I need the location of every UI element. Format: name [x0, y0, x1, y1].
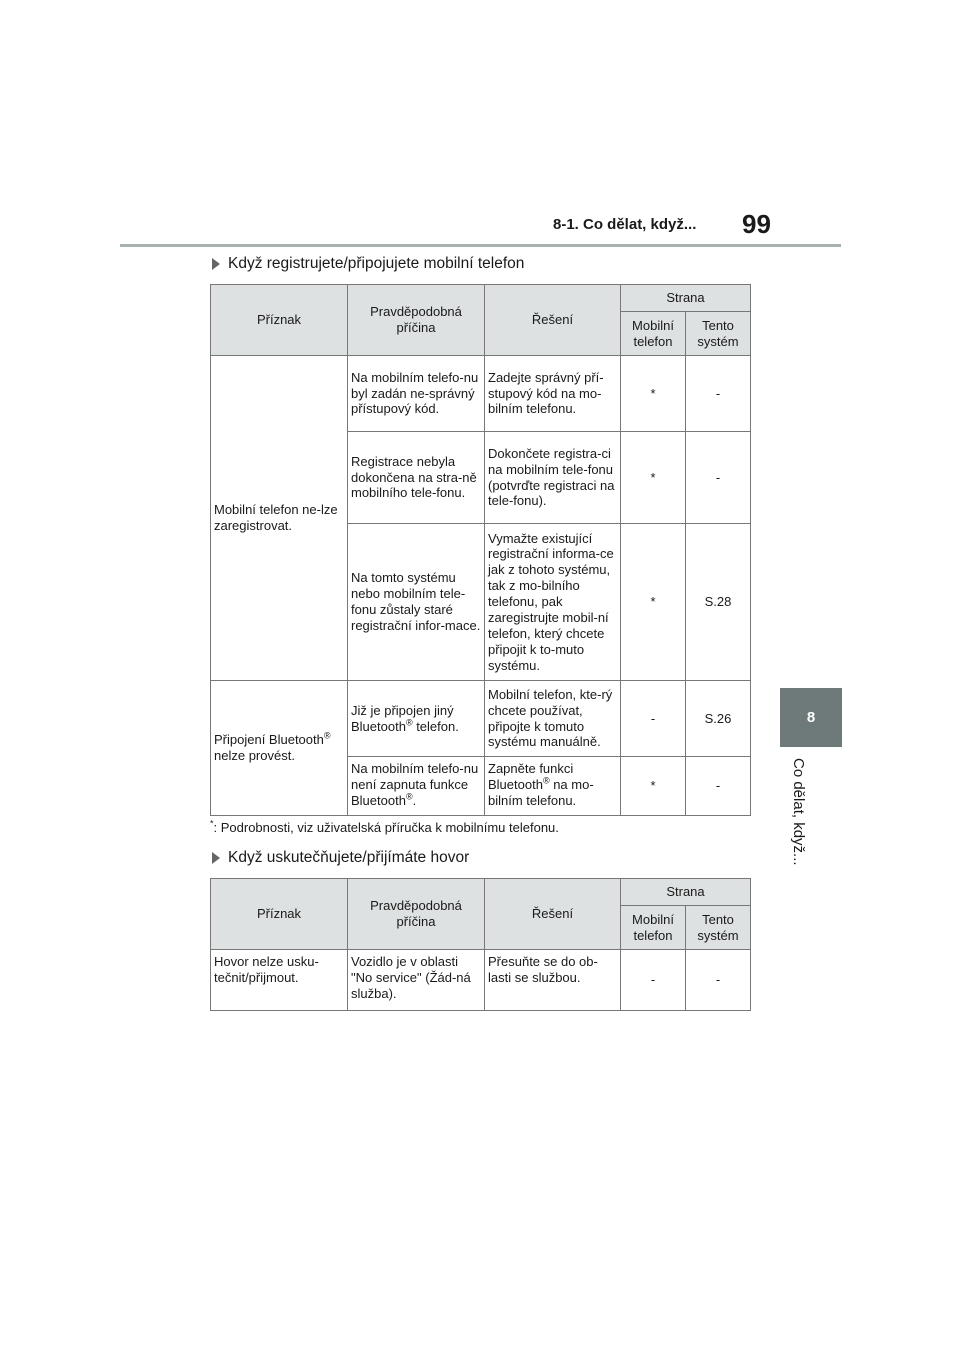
cause-cell: Registrace nebyla dokončena na stra-ně mobilního tele-fonu. — [348, 432, 485, 524]
header-solution: Řešení — [485, 285, 621, 356]
table-row — [211, 356, 751, 432]
cause-text: Na mobilním telefo-nu není zapnuta funkce Bluetooth — [351, 761, 479, 808]
footnote-text: : Podrobnosti, viz uživatelská příručka k mobilnímu telefonu. — [213, 820, 559, 835]
table-row — [211, 681, 751, 757]
system-page-cell: - — [686, 356, 751, 432]
system-page-cell: S.26 — [686, 681, 751, 757]
solution-cell — [485, 757, 621, 816]
header-page: Strana — [621, 879, 751, 906]
table-row — [211, 950, 751, 1011]
symptom-cell: Hovor nelze usku-tečnit/přijmout. — [211, 950, 348, 1011]
mobile-page-cell: * — [621, 356, 686, 432]
solution-cell: Mobilní telefon, kte-rý chcete používat, připojte k tomuto systému manuálně. — [485, 681, 621, 757]
solution-cell: Zadejte správný pří-stupový kód na mo-bilním telefonu. — [485, 356, 621, 432]
header-page: Strana — [621, 285, 751, 312]
chapter-number: 8 — [806, 709, 816, 726]
section-heading-text: Když uskutečňujete/přijímáte hovor — [228, 849, 470, 866]
header-solution: Řešení — [485, 879, 621, 950]
header-this-system: Tento systém — [686, 312, 751, 356]
cause-cell — [348, 681, 485, 757]
header-divider — [120, 244, 841, 247]
symptom-cell — [211, 681, 348, 816]
system-page-cell: - — [686, 757, 751, 816]
cause-cell: Na mobilním telefo-nu byl zadán ne-správný přístupový kód. — [348, 356, 485, 432]
chapter-tab[interactable] — [780, 688, 842, 747]
solution-cell: Přesuňte se do ob-lasti se službou. — [485, 950, 621, 1011]
cause-cell: Na tomto systému nebo mobilním tele-fonu zůstaly staré registrační infor-mace. — [348, 524, 485, 681]
mobile-page-cell: - — [621, 950, 686, 1011]
page-number: 99 — [742, 209, 771, 239]
system-page-cell: - — [686, 950, 751, 1011]
triangle-bullet-icon — [212, 852, 220, 864]
cause-text: Již je připojen jiný Bluetooth — [351, 702, 454, 734]
symptom-cell: Mobilní telefon ne-lze zaregistrovat. — [211, 356, 348, 681]
footnote-mark: * — [210, 818, 214, 829]
solution-cell: Dokončete registra-ci na mobilním tele-fonu (potvrďte registraci na tele-fonu). — [485, 432, 621, 524]
system-page-cell: S.28 — [686, 524, 751, 681]
header-mobile-phone: Mobilní telefon — [621, 906, 686, 950]
system-page-cell: - — [686, 432, 751, 524]
section-heading-registration — [212, 255, 524, 273]
cause-text: . — [412, 792, 417, 808]
header-symptom: Příznak — [211, 879, 348, 950]
footnote — [210, 820, 559, 835]
header-this-system: Tento systém — [686, 906, 751, 950]
header-cause: Pravděpodobná příčina — [348, 285, 485, 356]
symptom-text: Připojení Bluetooth — [214, 732, 324, 748]
mobile-page-cell: - — [621, 681, 686, 757]
mobile-page-cell: * — [621, 524, 686, 681]
solution-text: na mo-bilním telefonu. — [488, 776, 594, 808]
solution-cell: Vymažte existující registrační informa-ce jak z tohoto systému, tak z mo-bilního telefonu, pak zaregistrujte mobil-ní telefon, který chcete připojit k to-muto systému. — [485, 524, 621, 681]
registered-mark: ® — [405, 791, 413, 802]
section-title: 8-1. Co dělat, když... — [553, 216, 697, 233]
section-heading-calls — [212, 849, 469, 867]
registration-troubleshooting-table — [210, 284, 751, 816]
chapter-title: Co dělat, když... — [790, 758, 807, 866]
cause-cell: Vozidlo je v oblasti "No service" (Žád-ná služba). — [348, 950, 485, 1011]
section-heading-text: Když registrujete/připojujete mobilní telefon — [228, 255, 525, 272]
mobile-page-cell: * — [621, 432, 686, 524]
header-cause: Pravděpodobná příčina — [348, 879, 485, 950]
cause-cell — [348, 757, 485, 816]
header-mobile-phone: Mobilní telefon — [621, 312, 686, 356]
header-symptom: Příznak — [211, 285, 348, 356]
call-troubleshooting-table — [210, 878, 751, 1011]
registered-mark: ® — [323, 730, 331, 741]
mobile-page-cell: * — [621, 757, 686, 816]
triangle-bullet-icon — [212, 258, 220, 270]
cause-text: telefon. — [412, 718, 459, 734]
symptom-text: nelze provést. — [214, 748, 295, 763]
solution-text: Zapněte funkci Bluetooth — [488, 761, 574, 792]
registered-mark: ® — [405, 717, 413, 728]
registered-mark: ® — [542, 775, 550, 786]
